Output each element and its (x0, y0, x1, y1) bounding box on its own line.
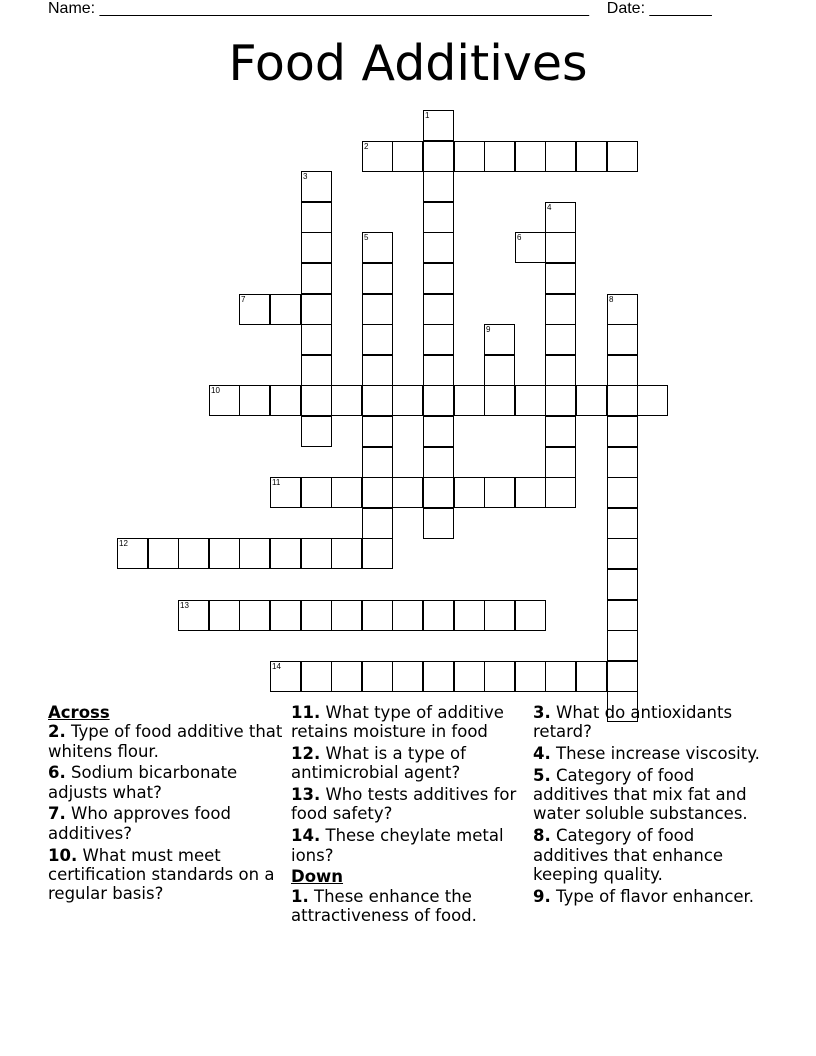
crossword-cell[interactable] (301, 202, 332, 233)
crossword-cell[interactable] (515, 661, 546, 692)
crossword-cell[interactable] (637, 385, 668, 416)
crossword-cell[interactable] (239, 385, 270, 416)
date-label: Date: (606, 0, 646, 17)
crossword-cell[interactable] (301, 171, 332, 202)
cell-number: 6 (517, 233, 522, 242)
crossword-cell[interactable] (454, 661, 485, 692)
clue-number: 3. (533, 703, 551, 722)
clue-down-5 (533, 766, 773, 824)
clue-text: What must meet certification standards on a regular basis? (48, 845, 275, 904)
crossword-cell[interactable] (545, 294, 576, 325)
cell-number: 12 (119, 539, 128, 548)
crossword-cell[interactable] (301, 416, 332, 447)
cell-number: 10 (211, 386, 220, 395)
crossword-cell[interactable] (239, 538, 270, 569)
crossword-cell[interactable] (270, 661, 301, 692)
crossword-cell[interactable] (454, 477, 485, 508)
crossword-cell[interactable] (607, 477, 638, 508)
crossword-cell[interactable] (301, 385, 332, 416)
clue-number: 12. (291, 744, 321, 764)
clue-text: Type of food additive that whitens flour. (48, 722, 283, 761)
crossword-cell[interactable] (362, 141, 393, 172)
crossword-cell[interactable] (545, 324, 576, 355)
clue-text: These cheylate metal ions? (291, 826, 504, 865)
cell-number: 3 (303, 172, 308, 181)
crossword-cell[interactable] (239, 294, 270, 325)
crossword-cell[interactable] (607, 447, 638, 478)
date-line[interactable]: _______ (649, 0, 712, 17)
crossword-cell[interactable] (423, 171, 454, 202)
crossword-cell[interactable] (545, 661, 576, 692)
crossword-cell[interactable] (362, 447, 393, 478)
clue-across-10 (48, 846, 288, 904)
crossword-cell[interactable] (362, 508, 393, 539)
clue-across-12 (291, 744, 525, 783)
crossword-cell[interactable] (362, 385, 393, 416)
crossword-cell[interactable] (515, 600, 546, 631)
crossword-cell[interactable] (301, 661, 332, 692)
crossword-cell[interactable] (423, 263, 454, 294)
crossword-cell[interactable] (607, 416, 638, 447)
crossword-cell[interactable] (331, 600, 362, 631)
crossword-cell[interactable] (117, 538, 148, 569)
crossword-cell[interactable] (423, 661, 454, 692)
crossword-cell[interactable] (607, 508, 638, 539)
crossword-cell[interactable] (270, 385, 301, 416)
clue-number: 2. (48, 722, 66, 742)
crossword-cell[interactable] (209, 600, 240, 631)
crossword-cell[interactable] (607, 294, 638, 325)
crossword-cell[interactable] (270, 538, 301, 569)
crossword-cell[interactable] (484, 141, 515, 172)
clue-number: 13. (291, 785, 321, 805)
crossword-cell[interactable] (423, 447, 454, 478)
crossword-cell[interactable] (362, 324, 393, 355)
clue-text: What type of additive retains moisture in food (291, 703, 504, 742)
crossword-cell[interactable] (545, 232, 576, 263)
clue-number: 7. (48, 804, 66, 824)
crossword-cell[interactable] (331, 538, 362, 569)
clue-number: 6. (48, 763, 66, 783)
crossword-cell[interactable] (392, 385, 423, 416)
page-title: Food Additives (228, 35, 588, 92)
crossword-cell[interactable] (484, 385, 515, 416)
crossword-cell[interactable] (607, 600, 638, 631)
crossword-cell[interactable] (484, 477, 515, 508)
cell-number: 11 (272, 478, 281, 487)
crossword-cell[interactable] (607, 324, 638, 355)
crossword-cell[interactable] (423, 294, 454, 325)
crossword-cell[interactable] (209, 385, 240, 416)
name-label: Name: (48, 0, 96, 17)
crossword-cell[interactable] (331, 661, 362, 692)
crossword-cell[interactable] (515, 385, 546, 416)
crossword-cell[interactable] (576, 141, 607, 172)
crossword-cell[interactable] (545, 477, 576, 508)
clue-down-8 (533, 826, 773, 884)
crossword-cell[interactable] (607, 538, 638, 569)
clue-down-3 (533, 703, 773, 742)
crossword-cell[interactable] (515, 141, 546, 172)
crossword-cell[interactable] (484, 600, 515, 631)
crossword-cell[interactable] (454, 141, 485, 172)
crossword-cell[interactable] (331, 477, 362, 508)
crossword-cell[interactable] (423, 324, 454, 355)
crossword-cell[interactable] (423, 202, 454, 233)
crossword-cell[interactable] (331, 385, 362, 416)
clue-across-7 (48, 804, 288, 843)
clue-number: 8. (533, 826, 551, 846)
crossword-cell[interactable] (545, 385, 576, 416)
crossword-cell[interactable] (484, 661, 515, 692)
clue-column-3 (533, 703, 773, 908)
clue-text: Category of food additives that enhance keeping quality. (533, 826, 724, 884)
crossword-cell[interactable] (362, 538, 393, 569)
crossword-cell[interactable] (270, 600, 301, 631)
crossword-cell[interactable] (454, 600, 485, 631)
cell-number: 9 (486, 325, 491, 334)
cell-number: 2 (364, 142, 369, 151)
down-heading: Down (291, 867, 344, 887)
clue-text: Sodium bicarbonate adjusts what? (48, 763, 238, 802)
crossword-cell[interactable] (607, 630, 638, 661)
cell-number: 13 (180, 601, 189, 610)
crossword-cell[interactable] (301, 232, 332, 263)
crossword-cell[interactable] (301, 355, 332, 386)
clue-number: 14. (291, 826, 321, 846)
cell-number: 7 (241, 295, 246, 304)
crossword-cell[interactable] (239, 600, 270, 631)
clue-text: These increase viscosity. (556, 744, 760, 764)
crossword-cell[interactable] (301, 294, 332, 325)
crossword-cell[interactable] (301, 477, 332, 508)
crossword-cell[interactable] (392, 141, 423, 172)
crossword-cell[interactable] (545, 355, 576, 386)
crossword-cell[interactable] (607, 661, 638, 692)
clue-number: 1. (291, 886, 309, 906)
crossword-cell[interactable] (515, 232, 546, 263)
clue-column-2 (291, 703, 525, 928)
clue-text: These enhance the attractiveness of food. (291, 886, 477, 925)
crossword-cell[interactable] (607, 141, 638, 172)
crossword-cell[interactable] (362, 232, 393, 263)
cell-number: 1 (425, 111, 430, 120)
crossword-cell[interactable] (423, 355, 454, 386)
crossword-cell[interactable] (454, 385, 485, 416)
clue-text: Who tests additives for food safety? (291, 785, 517, 824)
cell-number: 4 (547, 203, 552, 212)
clue-down-9 (533, 887, 773, 906)
clue-text: Who approves food additives? (48, 804, 231, 843)
clue-text: Category of food additives that mix fat and water soluble substances. (533, 765, 748, 824)
crossword-cell[interactable] (484, 324, 515, 355)
crossword-cell[interactable] (423, 141, 454, 172)
crossword-cell[interactable] (362, 294, 393, 325)
crossword-cell[interactable] (576, 385, 607, 416)
crossword-cell[interactable] (545, 141, 576, 172)
clue-number: 5. (533, 765, 551, 785)
clue-across-14 (291, 826, 525, 865)
clue-number: 9. (533, 886, 551, 906)
crossword-cell[interactable] (178, 600, 209, 631)
crossword-cell[interactable] (576, 661, 607, 692)
clue-across-2 (48, 722, 288, 761)
clue-text: What do antioxidants retard? (533, 703, 733, 742)
clue-down-1 (291, 887, 525, 926)
clue-text: Type of flavor enhancer. (556, 886, 755, 906)
crossword-cell[interactable] (423, 508, 454, 539)
crossword-cell[interactable] (484, 355, 515, 386)
crossword-cell[interactable] (423, 110, 454, 141)
crossword-cell[interactable] (423, 385, 454, 416)
crossword-cell[interactable] (607, 355, 638, 386)
clue-across-13 (291, 785, 525, 824)
crossword-cell[interactable] (392, 600, 423, 631)
crossword-cell[interactable] (423, 416, 454, 447)
crossword-cell[interactable] (545, 202, 576, 233)
clue-number: 4. (533, 744, 551, 764)
cell-number: 5 (364, 233, 369, 242)
clue-number: 11. (291, 703, 321, 722)
crossword-cell[interactable] (362, 263, 393, 294)
crossword-cell[interactable] (545, 447, 576, 478)
clue-number: 10. (48, 845, 78, 865)
crossword-cell[interactable] (607, 569, 638, 600)
crossword-cell[interactable] (362, 661, 393, 692)
crossword-cell[interactable] (301, 600, 332, 631)
crossword-cell[interactable] (301, 324, 332, 355)
across-heading: Across (48, 703, 110, 722)
clue-down-4 (533, 744, 773, 763)
name-line[interactable]: _______________________________________________________ (99, 0, 589, 17)
crossword-cell[interactable] (270, 477, 301, 508)
crossword-cell[interactable] (362, 600, 393, 631)
crossword-cell[interactable] (301, 538, 332, 569)
crossword-cell[interactable] (515, 477, 546, 508)
cell-number: 14 (272, 662, 281, 671)
crossword-cell[interactable] (423, 477, 454, 508)
cell-number: 8 (609, 295, 614, 304)
crossword-cell[interactable] (270, 294, 301, 325)
crossword-cell[interactable] (392, 661, 423, 692)
crossword-cell[interactable] (392, 477, 423, 508)
crossword-cell[interactable] (545, 263, 576, 294)
crossword-cell[interactable] (209, 538, 240, 569)
crossword-cell[interactable] (362, 355, 393, 386)
crossword-cell[interactable] (148, 538, 179, 569)
clue-column-1 (48, 703, 288, 906)
crossword-cell[interactable] (362, 477, 393, 508)
crossword-cell[interactable] (423, 232, 454, 263)
clue-across-11 (291, 703, 525, 742)
crossword-cell[interactable] (362, 416, 393, 447)
crossword-cell[interactable] (301, 263, 332, 294)
clue-across-6 (48, 763, 288, 802)
clue-text: What is a type of antimicrobial agent? (291, 744, 466, 783)
crossword-cell[interactable] (545, 416, 576, 447)
crossword-cell[interactable] (607, 385, 638, 416)
crossword-cell[interactable] (423, 600, 454, 631)
crossword-cell[interactable] (178, 538, 209, 569)
